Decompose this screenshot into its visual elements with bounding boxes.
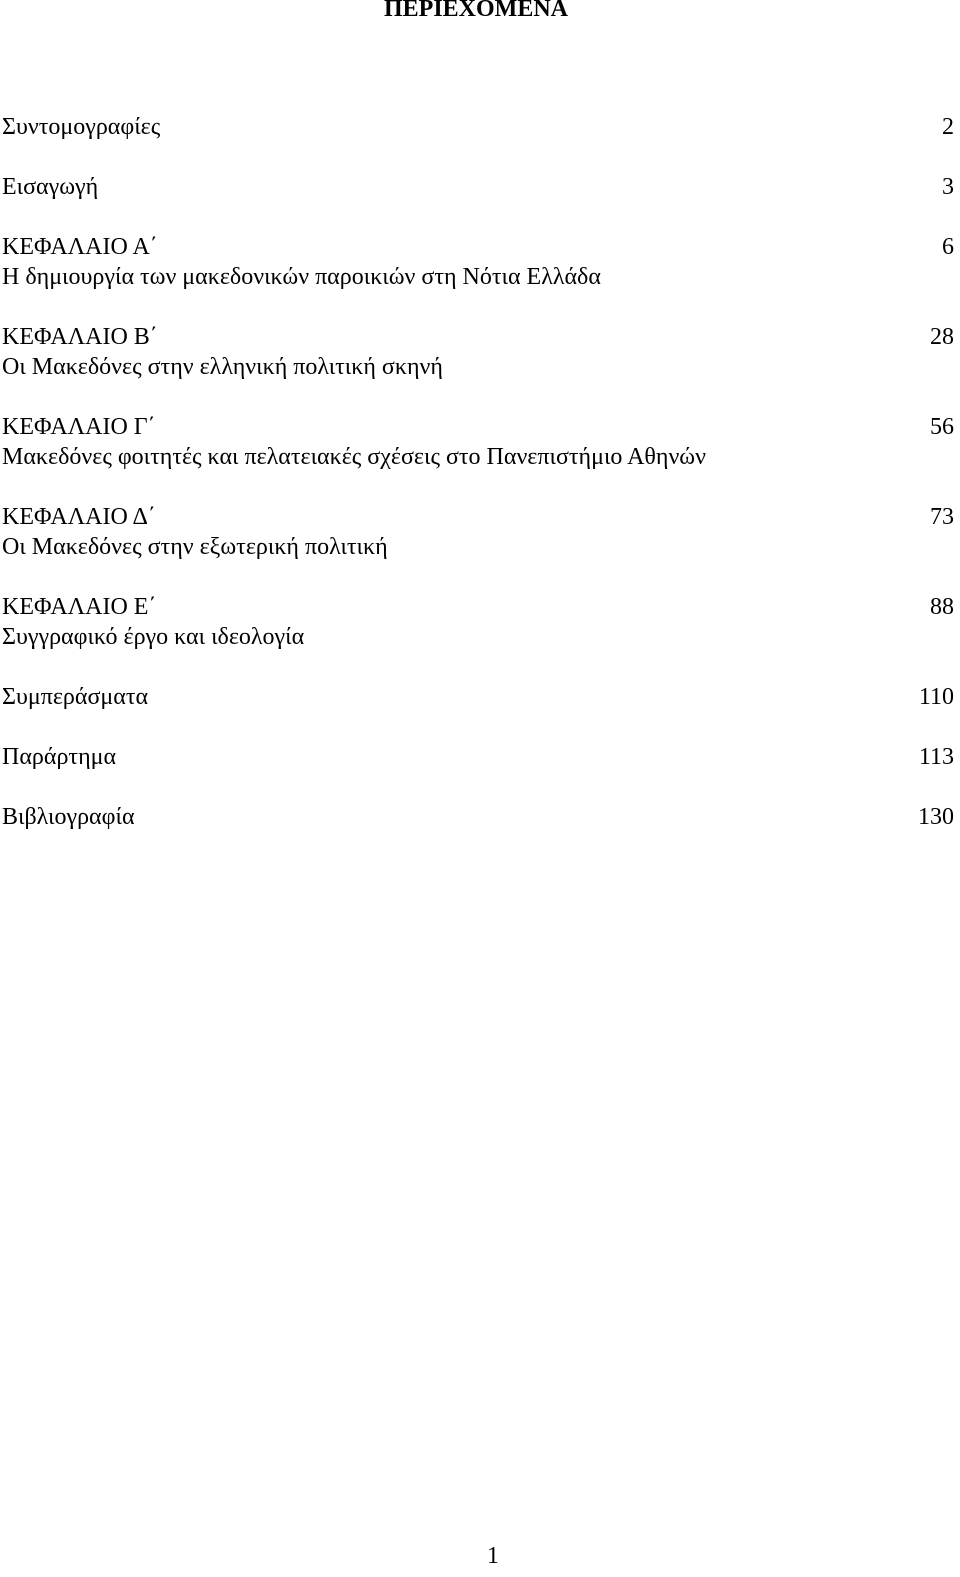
toc-entry-page: 88 (930, 594, 954, 620)
toc-entry-subtitle: Συγγραφικό έργο και ιδεολογία (2, 624, 305, 650)
toc-entry-chapter-c[interactable] (2, 412, 954, 472)
toc-entry-bibliography[interactable] (2, 802, 954, 832)
toc-entry-subtitle: Οι Μακεδόνες στην ελληνική πολιτική σκηνή (2, 354, 443, 380)
toc-entry-page: 56 (930, 414, 954, 440)
toc-entry-page: 28 (930, 324, 954, 350)
page-number: 1 (487, 1543, 499, 1569)
toc-entry-appendix[interactable] (2, 742, 954, 772)
toc-entry-page: 73 (930, 504, 954, 530)
toc-entry-introduction[interactable] (2, 172, 954, 202)
toc-entry-chapter-a[interactable] (2, 232, 954, 292)
toc-entry-label: Παράρτημα (2, 744, 117, 770)
toc-entry-label: ΚΕΦΑΛΑΙΟ Δ΄ (2, 504, 156, 530)
toc-entry-page: 3 (942, 174, 954, 200)
toc-entry-conclusions[interactable] (2, 682, 954, 712)
toc-entry-label: Εισαγωγή (2, 174, 99, 200)
toc-entry-label: ΚΕΦΑΛΑΙΟ Α΄ (2, 234, 158, 260)
toc-entry-page: 113 (918, 744, 954, 770)
toc-entry-page: 2 (942, 114, 954, 140)
toc-entry-label: ΚΕΦΑΛΑΙΟ Γ΄ (2, 414, 156, 440)
toc-entry-chapter-e[interactable] (2, 592, 954, 652)
toc-entry-subtitle: Μακεδόνες φοιτητές και πελατειακές σχέσεις στο Πανεπιστήμιο Αθηνών (2, 444, 706, 470)
toc-entry-chapter-d[interactable] (2, 502, 954, 562)
toc-entry-subtitle: Η δημιουργία των μακεδονικών παροικιών στη Νότια Ελλάδα (2, 264, 601, 290)
toc-entry-page: 110 (918, 684, 954, 710)
toc-entry-subtitle: Οι Μακεδόνες στην εξωτερική πολιτική (2, 534, 388, 560)
toc-entry-label: ΚΕΦΑΛΑΙΟ Β΄ (2, 324, 158, 350)
toc-entry-label: Συντομογραφίες (2, 114, 161, 140)
toc-entry-label: Συμπεράσματα (2, 684, 149, 710)
toc-entry-abbreviations[interactable] (2, 112, 954, 142)
toc-entry-page: 6 (942, 234, 954, 260)
toc-entry-label: ΚΕΦΑΛΑΙΟ Ε΄ (2, 594, 157, 620)
toc-entry-chapter-b[interactable] (2, 322, 954, 382)
toc-entry-label: Βιβλιογραφία (2, 804, 135, 830)
page-title: ΠΕΡΙΕΧΟΜΕΝΑ (383, 0, 568, 22)
table-of-contents (2, 112, 954, 862)
toc-entry-page: 130 (918, 804, 954, 830)
